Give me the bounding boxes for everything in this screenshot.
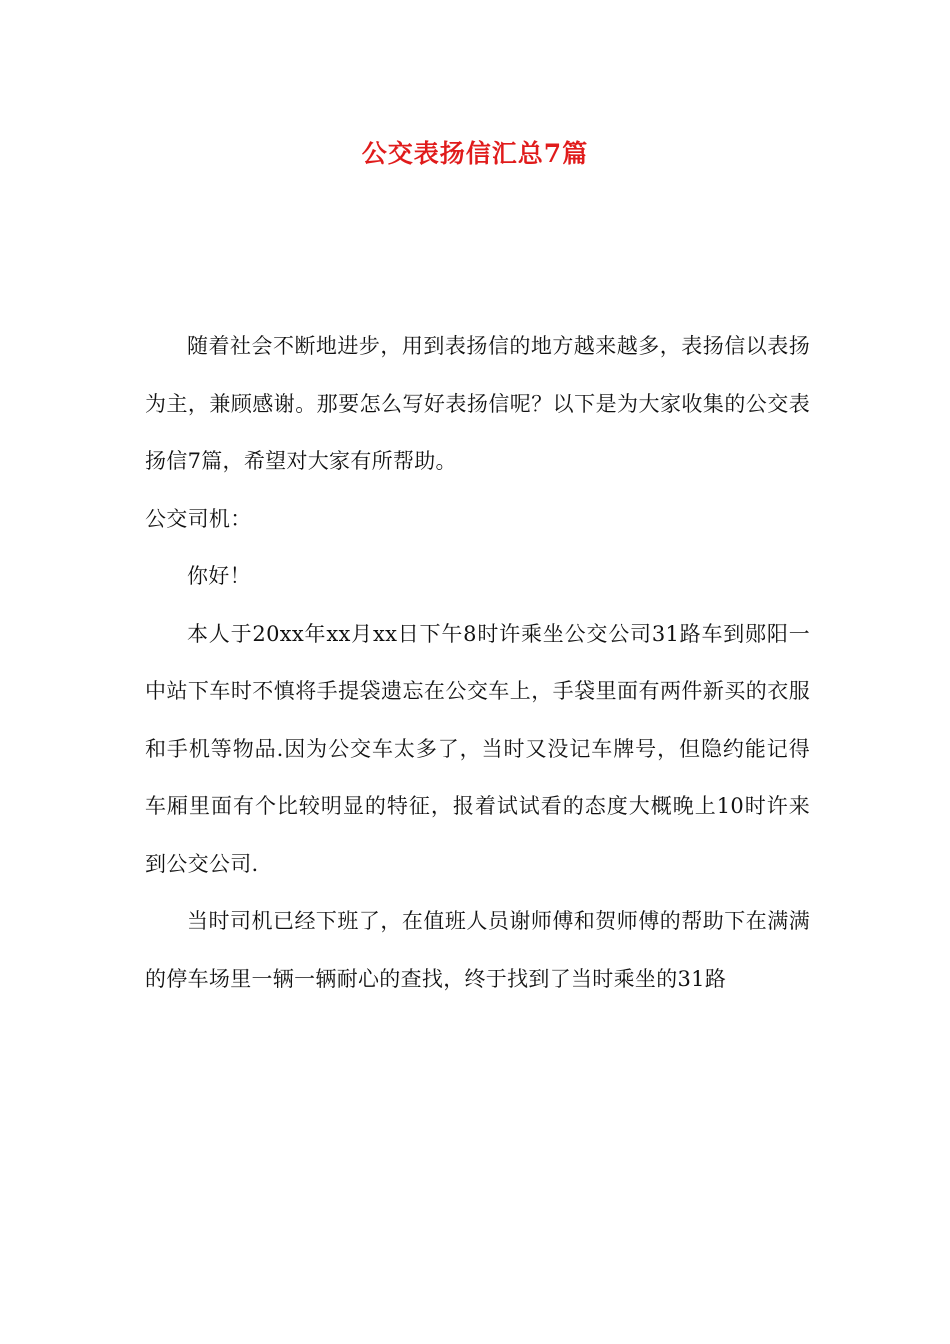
intro-paragraph: 随着社会不断地进步，用到表扬信的地方越来越多，表扬信以表扬为主，兼顾感谢。那要怎么写好表扬信呢？以下是为大家收集的公交表扬信7篇，希望对大家有所帮助。: [145, 334, 810, 473]
document-title: 公交表扬信汇总7篇: [361, 139, 589, 168]
letter-paragraph-2: 当时司机已经下班了，在值班人员谢师傅和贺师傅的帮助下在满满的停车场里一辆一辆耐心的查找，终于找到了当时乘坐的31路: [145, 909, 810, 991]
letter-paragraph-1: 本人于20xx年xx月xx日下午8时许乘坐公交公司31路车到郧阳一中站下车时不慎将手提袋遗忘在公交车上，手袋里面有两件新买的衣服和手机等物品.因为公交车太多了，当时又没记车牌号，但隐约能记得车厢里面有个比较明显的特征，报着试试看的态度大概晚上10时许来到公交公司.: [145, 621, 810, 876]
document-body: [145, 318, 810, 1008]
salutation: 公交司机：: [145, 506, 252, 531]
greeting: 你好！: [187, 564, 251, 588]
